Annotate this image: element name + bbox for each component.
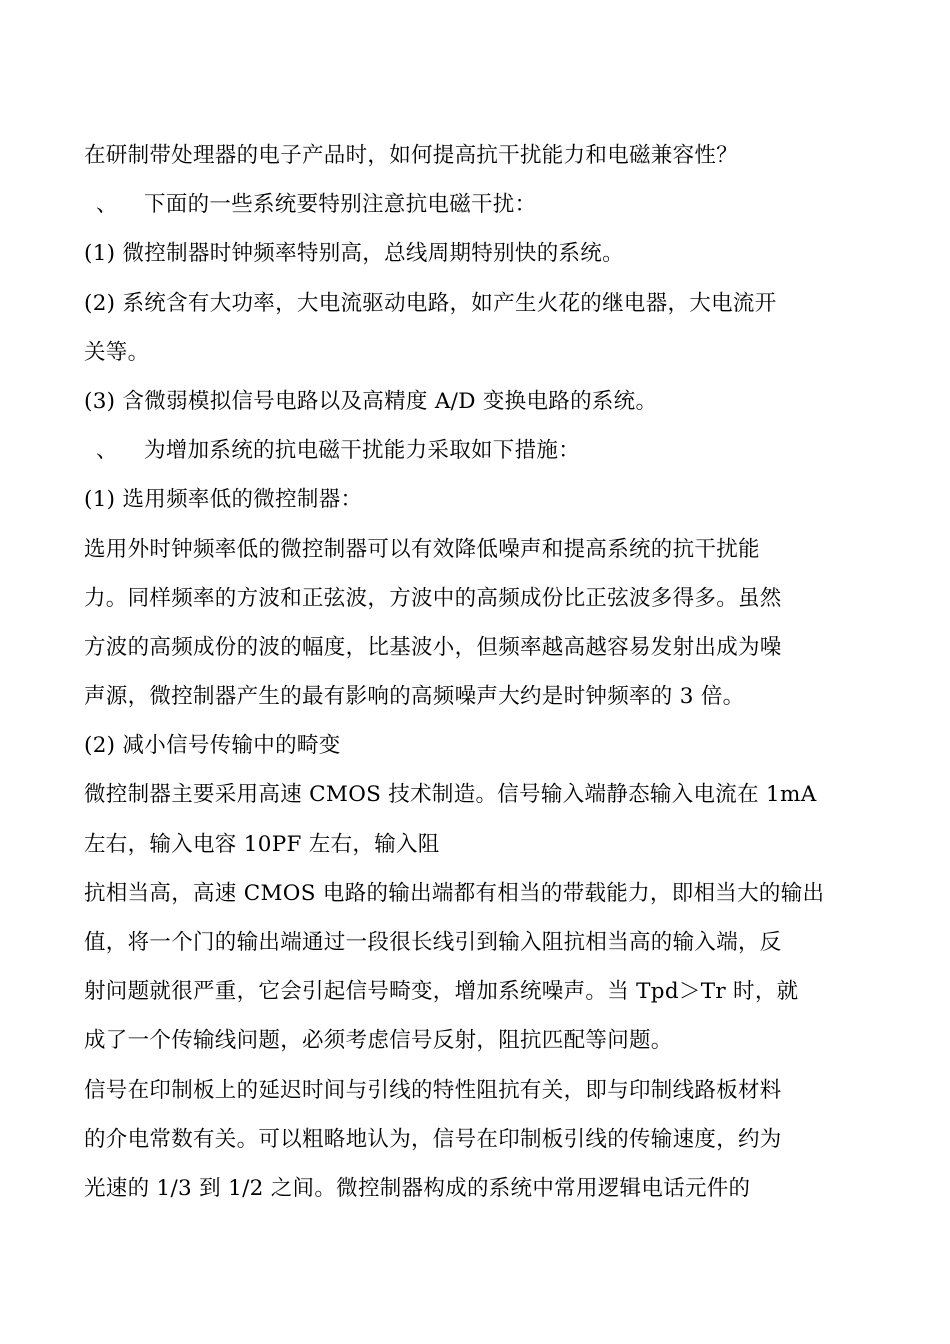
paragraph-line: 光速的 1/3 到 1/2 之间。微控制器构成的系统中常用逻辑电话元件的 [84, 1175, 751, 1201]
section-2-mark: 、 [96, 438, 118, 464]
document-body [84, 131, 874, 1213]
paragraph-line: (2) 减小信号传输中的畸变 [84, 733, 341, 759]
section-1-mark: 、 [96, 192, 118, 218]
section-1-heading-text: 下面的一些系统要特别注意抗电磁干扰： [144, 192, 537, 218]
paragraph-line: 力。同样频率的方波和正弦波，方波中的高频成份比正弦波多得多。虽然 [84, 585, 782, 611]
section-1-item-2-cont: 关等。 [84, 339, 150, 365]
question-title: 在研制带处理器的电子产品时，如何提高抗干扰能力和电磁兼容性？ [84, 143, 739, 168]
paragraph-line: 左右，输入电容 10PF 左右，输入阻 [84, 831, 440, 857]
section-1-item-2: (2) 系统含有大功率，大电流驱动电路，如产生火花的继电器，大电流开 [84, 290, 777, 316]
paragraph-line: 声源，微控制器产生的最有影响的高频噪声大约是时钟频率的 3 倍。 [84, 684, 745, 710]
paragraph-line: 信号在印制板上的延迟时间与引线的特性阻抗有关，即与印制线路板材料 [84, 1077, 782, 1103]
paragraph-line: 成了一个传输线问题，必须考虑信号反射，阻抗匹配等问题。 [84, 1028, 673, 1054]
paragraph-line: 的介电常数有关。可以粗略地认为，信号在印制板引线的传输速度，约为 [84, 1126, 782, 1152]
section-2-heading-text: 为增加系统的抗电磁干扰能力采取如下措施： [144, 438, 581, 464]
section-1-heading [84, 180, 874, 229]
paragraph-line: (1) 选用频率低的微控制器： [84, 487, 363, 513]
paragraph-line: 抗相当高，高速 CMOS 电路的输出端都有相当的带载能力，即相当大的输出 [84, 880, 825, 906]
paragraph-line: 选用外时钟频率低的微控制器可以有效降低噪声和提高系统的抗干扰能 [84, 536, 760, 562]
paragraph-line: 微控制器主要采用高速 CMOS 技术制造。信号输入端静态输入电流在 1mA [84, 782, 817, 808]
section-1-item-1: (1) 微控制器时钟频率特别高，总线周期特别快的系统。 [84, 241, 624, 267]
section-2-heading [84, 426, 874, 475]
paragraph-line: 值，将一个门的输出端通过一段很长线引到输入阻抗相当高的输入端，反 [84, 930, 782, 955]
paragraph-line: 射问题就很严重，它会引起信号畸变，增加系统噪声。当 Tpd＞Tr 时，就 [84, 979, 799, 1005]
section-1-item-3: (3) 含微弱模拟信号电路以及高精度 A/D 变换电路的系统。 [84, 388, 658, 414]
paragraph-line: 方波的高频成份的波的幅度，比基波小，但频率越高越容易发射出成为噪 [84, 634, 782, 660]
